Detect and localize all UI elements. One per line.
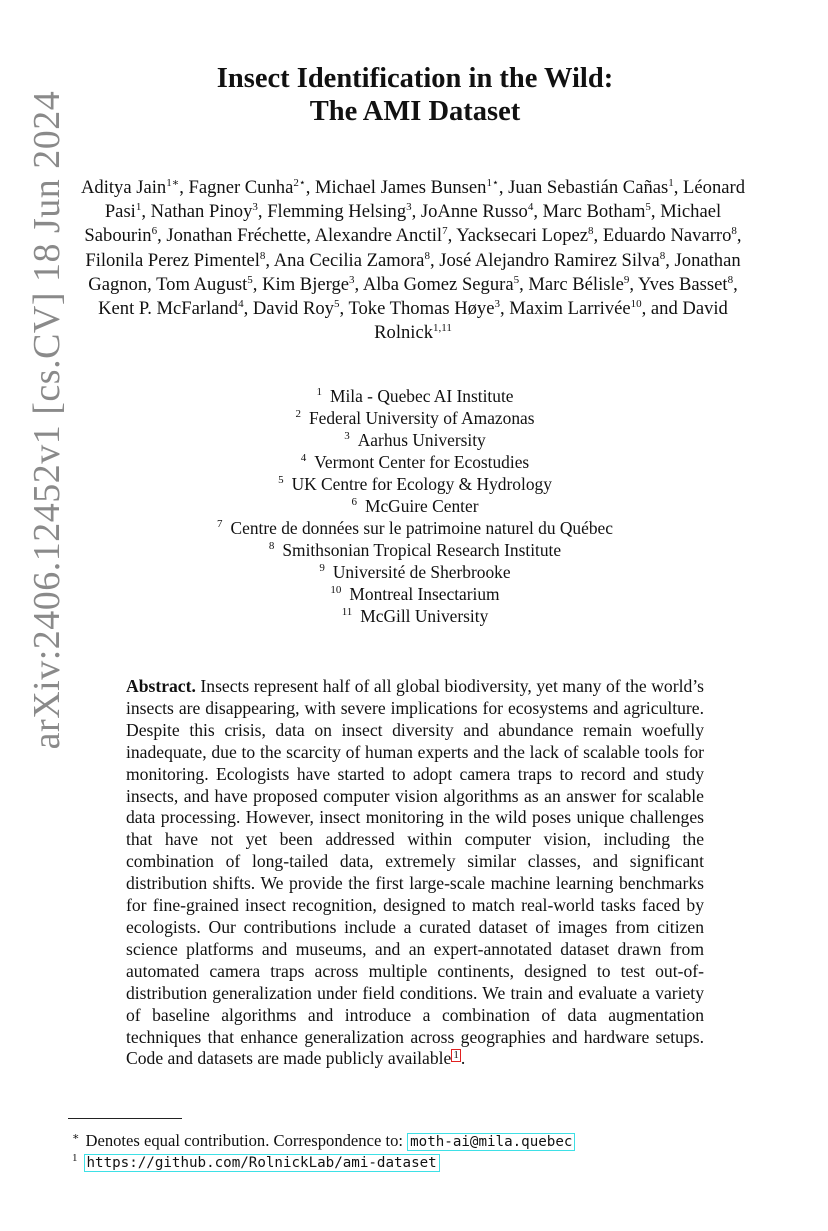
email-link[interactable]: moth-ai@mila.quebec [407,1133,575,1151]
author-separator: , [306,225,315,247]
affiliation-name: Vermont Center for Ecostudies [314,452,530,472]
author-list [72,176,754,345]
affiliation-name: Aarhus University [357,430,486,450]
author-separator: , [265,249,274,271]
author-separator: , [498,177,509,198]
affiliation-number: 3 [344,430,350,442]
author-affiliation-mark: 3 [349,273,355,286]
author-separator: , [257,201,268,223]
author-name: Michael James Bunsen [315,177,487,198]
author-name: David Roy [252,298,334,320]
author-separator: , [411,201,421,223]
author-affiliation-mark: 8 [731,225,737,238]
affiliation-name: Federal University of Amazonas [308,408,535,428]
author-name: Nathan Pinoy [150,201,253,223]
affiliation-number: 8 [268,540,275,552]
author-separator: , [157,225,167,247]
author-name: Kim Bjerge [262,273,350,295]
affiliation-number: 9 [319,562,325,574]
author-name: Fagner Cunha [188,177,294,198]
footnote-divider [68,1118,182,1119]
abstract-end: . [460,1048,466,1069]
author-name: Kent P. McFarland [98,298,239,320]
affiliation-name: McGill University [360,606,489,626]
author-affiliation-mark: 8 [424,249,430,262]
affiliation-item [110,495,720,517]
author-separator: , [243,298,253,320]
author-separator: , [733,273,738,295]
author-affiliation-mark: 3 [252,201,258,214]
affiliation-name: Université de Sherbrooke [332,562,511,582]
author-affiliation-mark: 4 [527,201,534,214]
author-name: Alba Gomez Segura [362,273,514,295]
author-affiliation-mark: 2⋆ [293,177,306,189]
affiliation-name: Centre de données sur le patrimoine naturel du Québec [230,518,613,538]
footnote-mark: ∗ [72,1131,80,1143]
affiliation-number: 7 [217,518,223,530]
affiliation-item [110,473,720,495]
abstract [126,676,704,1070]
affiliation-item [110,451,720,473]
author-name: Marc Botham [542,201,646,223]
author-name: Eduardo Navarro [602,225,732,247]
affiliation-number: 6 [351,496,357,508]
author-affiliation-mark: 1 [668,177,674,189]
author-affiliation-mark: 5 [513,273,520,286]
affiliation-item [110,583,720,605]
author-affiliation-mark: 3 [406,201,412,214]
author-affiliation-mark: 8 [588,225,594,238]
author-name: Toke Thomas Høye [348,298,495,320]
affiliation-number: 5 [278,474,284,486]
title-line-1: Insect Identification in the Wild: [216,63,614,94]
author-separator: , [305,177,316,198]
author-name: Filonila Perez Pimentel [85,249,260,271]
author-affiliation-mark: 1 [135,201,142,214]
footnote-ref-link[interactable]: 1 [453,1049,459,1062]
affiliation-number: 10 [330,584,342,596]
author-name: Flemming Helsing [267,201,407,223]
author-name: Maxim Larrivée [509,298,631,320]
paper-title [110,62,720,128]
author-separator: , [519,273,529,295]
affiliation-name: Smithsonian Tropical Research Institute [282,540,562,560]
author-affiliation-mark: 7 [442,225,448,238]
author-name: Tom August [156,273,248,295]
author-name: Michael Sabourin [84,201,722,247]
affiliation-item [110,561,720,583]
affiliation-item [110,517,720,539]
author-name: Yacksecari Lopez [456,225,589,247]
footnote-repository [72,1148,772,1173]
affiliation-item [110,385,720,407]
author-name: JoAnne Russo [420,201,528,223]
affiliation-number: 4 [300,452,307,464]
author-separator: , [354,273,363,295]
affiliation-name: UK Centre for Ecology & Hydrology [291,474,552,494]
author-name: Ana Cecilia Zamora [273,249,425,271]
affiliation-item [110,539,720,561]
author-name: David Rolnick [374,298,728,344]
abstract-text: Insects represent half of all global biodiversity, yet many of the world’s insects are disappearing, with severe implications for ecosystems and agriculture. Despite this crisis, data on insect diversity and abundance remain woefully inadequate, due to the scarcity of human experts and the lack of scalable tools for monitoring. Ecologists have started to adopt camera traps to record and study insects, and have proposed computer vision algorithms as an answer for scalable data processing. However, insect monitoring in the wild poses unique challenges that have not yet been addressed within computer vision, including the combination of long-tailed data, extremely similar classes, and significant distribution shifts. We provide the first large-scale machine learning benchmarks for fine-grained insect recognition, designed to match real-world tasks faced by ecologists. Our contributions include a curated dataset of images from citizen science platforms and museums, and an expert-annotated dataset drawn from automated camera traps across multiple continents, designed to test out-of-distribution generalization under field conditions. We train and evaluate a variety of baseline algorithms and introduce a combination of data augmentation techniques that enhance generalization across geographies and hardware setups. Code and datasets are made publicly available [126,676,704,1069]
affiliation-item [110,605,720,627]
affiliation-list [110,385,720,627]
author-separator: , [429,249,440,271]
affiliation-name: Mila - Quebec AI Institute [329,386,514,406]
author-affiliation-mark: 8 [259,249,266,262]
author-separator: , [673,177,684,198]
author-separator: , [339,298,349,320]
author-separator: , and [641,298,683,320]
author-affiliation-mark: 5 [247,273,253,286]
author-affiliation-mark: 10 [630,298,642,311]
author-affiliation-mark: 5 [645,201,651,214]
affiliation-number: 2 [295,408,301,420]
repository-link[interactable]: https://github.com/RolnickLab/ami-dataset [84,1154,440,1172]
author-separator: , [593,225,603,247]
affiliation-name: Montreal Insectarium [349,584,500,604]
arxiv-sidebar-stamp [12,70,82,770]
author-name: Jonathan Gagnon [88,249,741,295]
author-name: Jonathan Fréchette [166,225,307,247]
title-line-2: The AMI Dataset [309,96,521,127]
author-name: Aditya Jain [81,177,167,198]
author-affiliation-mark: 5 [333,298,340,311]
author-separator: , [499,298,510,320]
footnote-mark: 1 [72,1152,78,1164]
author-affiliation-mark: 8 [727,273,734,286]
author-affiliation-mark: 4 [238,298,244,311]
affiliation-number: 1 [316,386,322,398]
author-affiliation-mark: 6 [151,225,158,238]
affiliation-name: McGuire Center [365,496,479,516]
author-name: Yves Basset [638,273,728,295]
author-affiliation-mark: 1⋆ [486,177,499,189]
author-separator: , [141,201,151,223]
author-separator: , [665,249,675,271]
author-separator: , [650,201,661,223]
author-separator: , [147,273,157,295]
footnote-text: Denotes equal contribution. Correspondence to: [85,1131,408,1150]
affiliation-item [110,429,720,451]
author-name: Marc Bélisle [528,273,624,295]
author-separator: , [629,273,639,295]
author-name: Alexandre Anctil [314,225,443,247]
author-affiliation-mark: 3 [494,298,500,311]
arxiv-id: arXiv:2406.12452v1 [cs.CV] 18 Jun 2024 [26,90,68,750]
author-affiliation-mark: 1∗ [166,177,180,189]
affiliation-item [110,407,720,429]
author-separator: , [252,273,263,295]
abstract-label: Abstract. [126,676,196,696]
author-separator: , [736,225,742,247]
author-name: Juan Sebastián Cañas [508,177,669,198]
author-separator: , [533,201,543,223]
author-name: Léonard Pasi [104,177,745,223]
author-name: José Alejandro Ramirez Silva [439,249,660,271]
author-affiliation-mark: 8 [659,249,666,262]
author-affiliation-mark: 9 [623,273,630,286]
author-separator: , [447,225,457,247]
author-separator: , [179,177,189,198]
author-affiliation-mark: 1,11 [433,322,452,335]
affiliation-number: 11 [341,606,353,618]
